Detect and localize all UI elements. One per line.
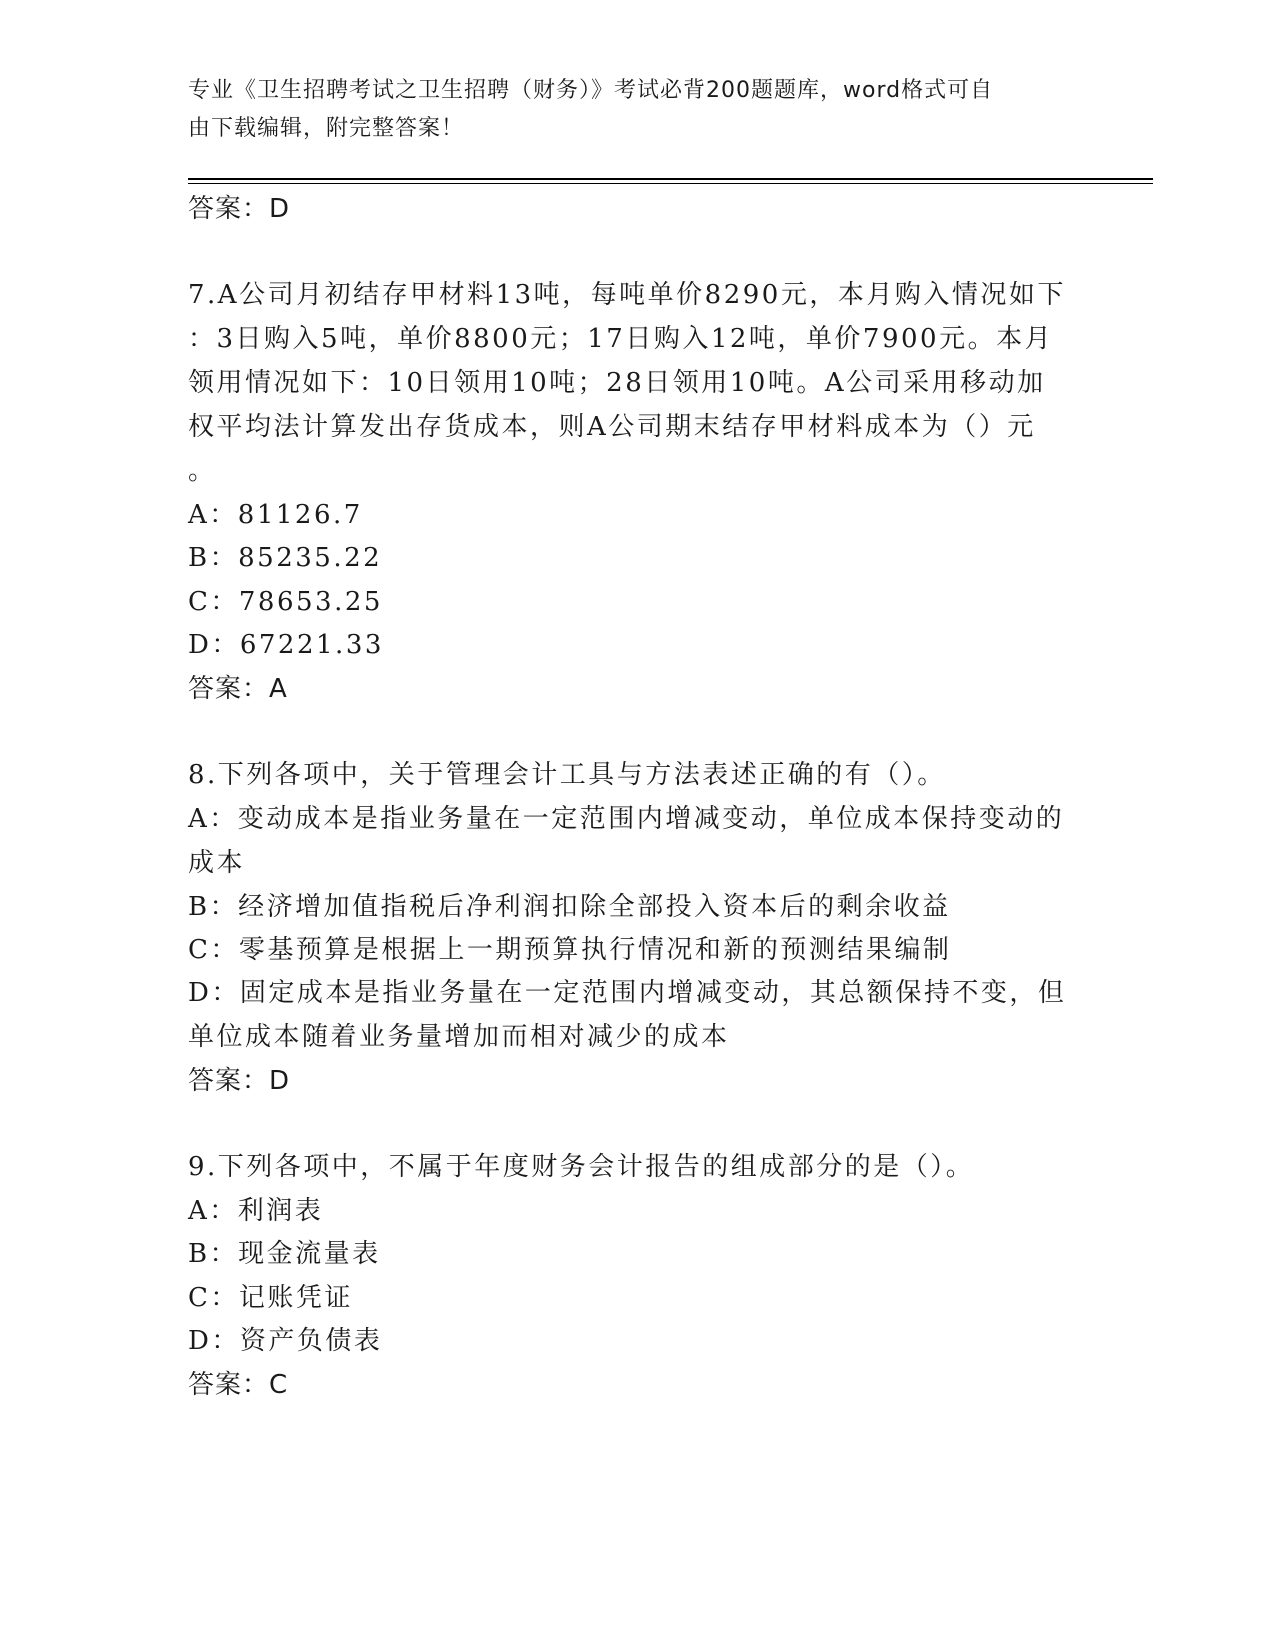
- question-9-text-line-1: 9.下列各项中，不属于年度财务会计报告的组成部分的是（）。: [188, 1152, 975, 1182]
- answer-line: 答案：D: [188, 194, 291, 224]
- question-9-answer: 答案：C: [188, 1370, 289, 1400]
- question-8-option-d-line-1: D：固定成本是指业务量在一定范围内增减变动，其总额保持不变，但: [188, 978, 1067, 1008]
- header-line-2: 由下载编辑，附完整答案！: [188, 116, 465, 141]
- question-7-text-line-5: 。: [188, 456, 217, 486]
- question-8-answer: 答案：D: [188, 1066, 291, 1096]
- question-7-option-c: C：78653.25: [188, 587, 383, 617]
- question-7-text-line-3: 领用情况如下：10日领用10吨；28日领用10吨。A公司采用移动加: [188, 368, 1046, 398]
- header-rule-thick: [188, 178, 1153, 180]
- question-7-text-line-4: 权平均法计算发出存货成本，则A公司期末结存甲材料成本为（）元: [188, 412, 1036, 442]
- question-7-text-line-1: 7.A公司月初结存甲材料13吨，每吨单价8290元，本月购入情况如下: [188, 280, 1066, 310]
- question-8-option-d-line-2: 单位成本随着业务量增加而相对减少的成本: [188, 1022, 730, 1052]
- question-8-option-c: C：零基预算是根据上一期预算执行情况和新的预测结果编制: [188, 935, 952, 965]
- question-8-option-a-line-2: 成本: [188, 848, 246, 878]
- question-7-answer: 答案：A: [188, 674, 288, 704]
- question-9-option-b: B：现金流量表: [188, 1239, 381, 1269]
- question-8-option-b: B：经济增加值指税后净利润扣除全部投入资本后的剩余收益: [188, 892, 951, 922]
- question-7-option-b: B：85235.22: [188, 543, 383, 573]
- document-header: [188, 72, 1068, 148]
- question-7-option-d: D：67221.33: [188, 630, 384, 660]
- question-9-option-a: A：利润表: [188, 1196, 324, 1226]
- header-rule-thin: [188, 183, 1153, 184]
- question-8-option-a-line-1: A：变动成本是指业务量在一定范围内增减变动，单位成本保持变动的: [188, 804, 1065, 834]
- question-9-option-c: C：记账凭证: [188, 1283, 353, 1313]
- question-7-option-a: A：81126.7: [188, 500, 363, 530]
- question-7-text-line-2: ：3日购入5吨，单价8800元；17日购入12吨，单价7900元。本月: [188, 324, 1054, 354]
- question-8-text-line-1: 8.下列各项中，关于管理会计工具与方法表述正确的有（）。: [188, 760, 946, 790]
- question-9-option-d: D：资产负债表: [188, 1326, 383, 1356]
- header-line-1: 专业《卫生招聘考试之卫生招聘（财务）》考试必背200题题库，word格式可自: [188, 78, 994, 103]
